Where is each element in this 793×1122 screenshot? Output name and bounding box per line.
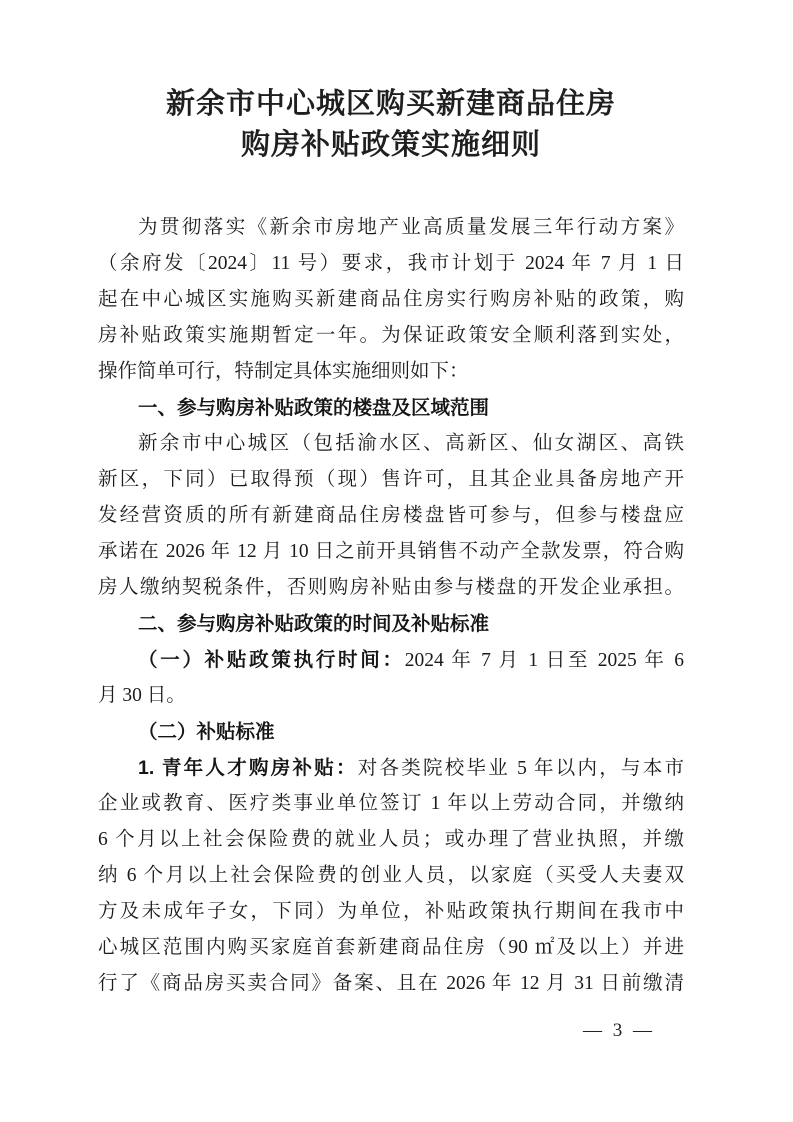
document-line <box>98 462 684 498</box>
document-line <box>98 642 684 678</box>
document-line <box>98 966 684 1002</box>
text-segment: 操作简单可行，特制定具体实施细则如下： <box>98 361 469 382</box>
text-segment: 发经营资质的所有新建商品住房楼盘皆可参与，但参与楼盘应 <box>98 505 684 526</box>
text-segment: 房补贴政策实施期暂定一年。为保证政策安全顺利落到实处， <box>98 325 684 346</box>
document-line <box>98 210 684 246</box>
heading-segment: 一、参与购房补贴政策的楼盘及区域范围 <box>138 397 490 419</box>
document-line <box>98 894 684 930</box>
text-segment: 方及未成年子女，下同）为单位，补贴政策执行期间在我市中 <box>98 901 684 922</box>
text-segment: 房人缴纳契税条件，否则购房补贴由参与楼盘的开发企业承担。 <box>98 577 684 598</box>
text-segment: 为贯彻落实《新余市房地产业高质量发展三年行动方案》 <box>138 217 684 238</box>
text-segment: 心城区范围内购买家庭首套新建商品住房（90 ㎡及以上）并进 <box>98 937 684 958</box>
text-segment: 新余市中心城区（包括渝水区、高新区、仙女湖区、高铁 <box>138 433 684 454</box>
document-line <box>98 714 684 750</box>
document-line <box>98 534 684 570</box>
heading-segment: （一）补贴政策执行时间： <box>138 649 405 671</box>
title-line-2: 购房补贴政策实施细则 <box>240 129 541 161</box>
document-line <box>98 498 684 534</box>
text-segment: 纳 6 个月以上社会保险费的创业人员，以家庭（买受人夫妻双 <box>98 865 684 886</box>
text-segment: 企业或教育、医疗类事业单位签订 1 年以上劳动合同，并缴纳 <box>98 793 684 814</box>
heading-segment: 二、参与购房补贴政策的时间及补贴标准 <box>138 613 490 635</box>
document-title <box>98 84 684 166</box>
document-line <box>98 750 684 786</box>
document-line <box>98 246 684 282</box>
document-line <box>98 930 684 966</box>
text-segment: 月 30 日。 <box>98 685 186 706</box>
text-segment: 2024 年 7 月 1 日至 2025 年 6 <box>404 650 684 671</box>
document-line <box>98 678 684 714</box>
text-segment: 新区，下同）已取得预（现）售许可，且其企业具备房地产开 <box>98 469 684 490</box>
heading-segment: （二）补贴标准 <box>138 721 275 743</box>
document-line <box>98 858 684 894</box>
title-line-1: 新余市中心城区购买新建商品住房 <box>165 88 616 120</box>
text-segment: （余府发〔2024〕11 号）要求，我市计划于 2024 年 7 月 1 日 <box>98 253 684 274</box>
document-line <box>98 570 684 606</box>
document-line <box>98 354 684 390</box>
text-segment: 起在中心城区实施购买新建商品住房实行购房补贴的政策，购 <box>98 289 684 310</box>
document-body <box>98 210 684 1002</box>
page-number: — 3 — <box>583 1020 655 1041</box>
text-segment: 行了《商品房买卖合同》备案、且在 2026 年 12 月 31 日前缴清 <box>98 973 684 994</box>
document-line <box>98 318 684 354</box>
document-line <box>98 786 684 822</box>
text-segment: 6 个月以上社会保险费的就业人员；或办理了营业执照，并缴 <box>98 829 684 850</box>
document-line <box>98 822 684 858</box>
heading-segment: 1. 青年人才购房补贴： <box>138 757 358 779</box>
text-segment: 承诺在 2026 年 12 月 10 日之前开具销售不动产全款发票，符合购 <box>98 541 684 562</box>
document-line <box>98 282 684 318</box>
text-segment: 对各类院校毕业 5 年以内，与本市 <box>357 758 684 779</box>
document-line <box>98 606 684 642</box>
document-line <box>98 426 684 462</box>
document-line <box>98 390 684 426</box>
